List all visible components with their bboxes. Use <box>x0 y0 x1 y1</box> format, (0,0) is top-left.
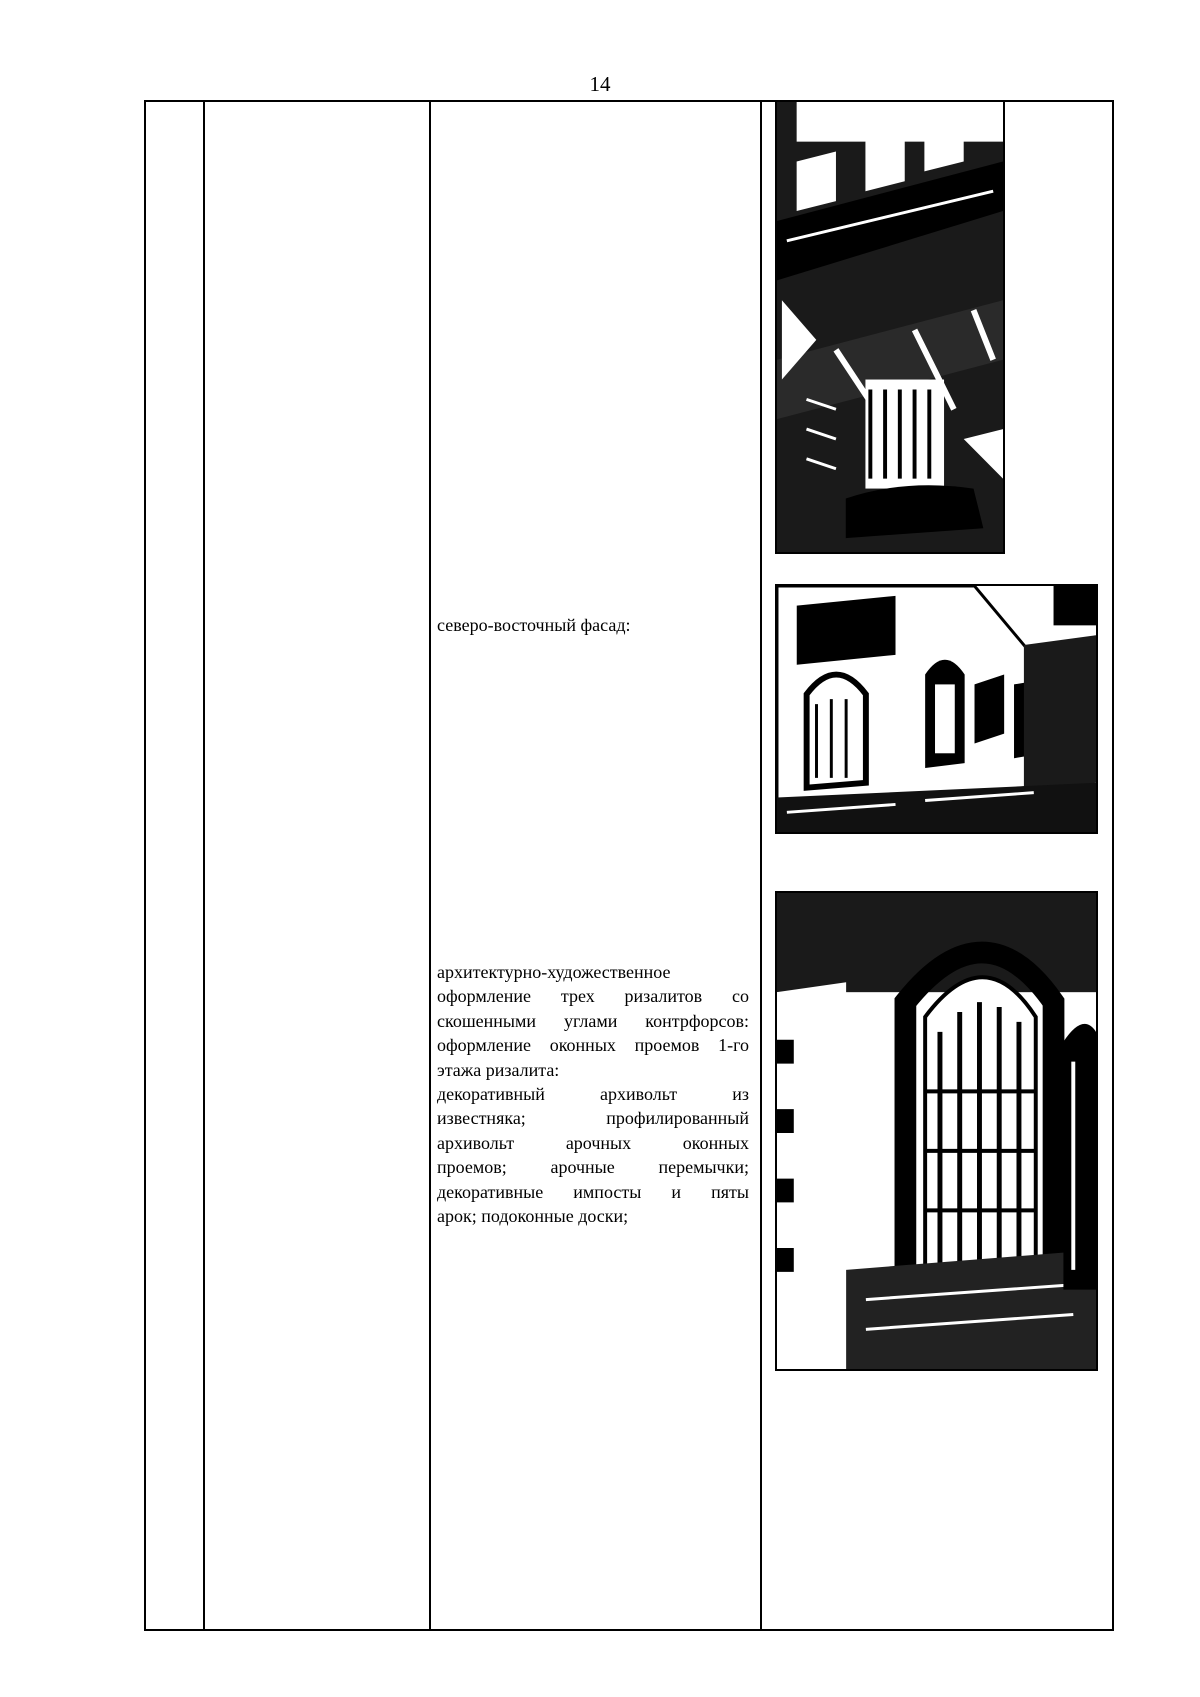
arched-window-photo <box>775 891 1098 1371</box>
column-divider-1 <box>203 102 205 1629</box>
description-line: этажа ризалита: <box>437 1059 560 1080</box>
element-description <box>437 960 749 1228</box>
column-divider-3 <box>760 102 762 1629</box>
description-line: проемов; арочные перемычки; <box>437 1157 749 1178</box>
page-number: 14 <box>589 72 611 96</box>
northeast-facade-photo <box>775 584 1098 834</box>
column-divider-2 <box>429 102 431 1629</box>
description-line: скошенными углами контрфорсов: <box>437 1010 749 1031</box>
description-line: арок; подоконные доски; <box>437 1206 629 1227</box>
description-line: декоративный архивольт из <box>437 1084 749 1105</box>
balcony-photo <box>775 100 1005 554</box>
description-line: архитектурно-художественное <box>437 962 671 982</box>
description-line: известняка; профилированный <box>437 1108 749 1129</box>
facade-label: северо-восточный фасад: <box>437 615 631 635</box>
description-line: оформление оконных проемов 1-го <box>437 1035 749 1056</box>
description-line: декоративные импосты и пяты <box>437 1181 749 1202</box>
description-line: оформление трех ризалитов со <box>437 986 749 1007</box>
description-line: архивольт арочных оконных <box>437 1132 749 1153</box>
